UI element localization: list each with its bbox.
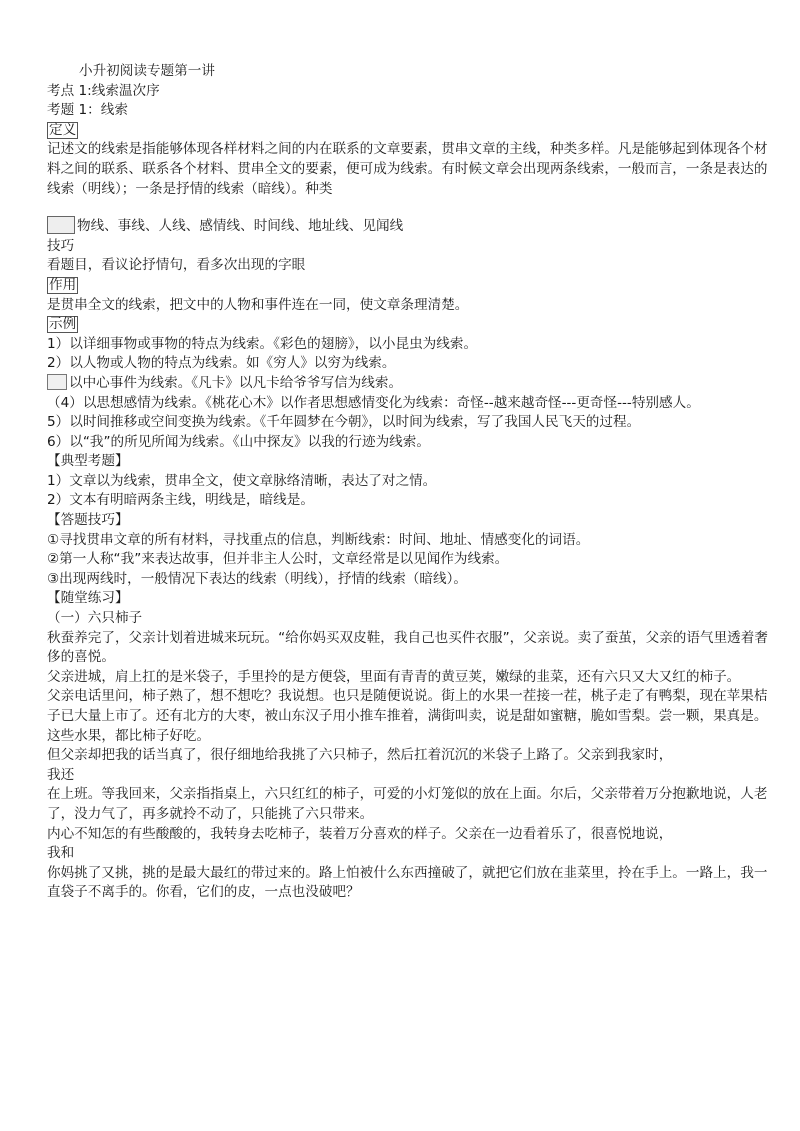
practice-header: 【随堂练习】 (47, 590, 129, 607)
story-paragraph: 父亲电话里问，柿子熟了，想不想吃？我说想。也只是随便说说。街上的水果一茬接一茬，桃子走了有鸭梨，现在苹果桔子已大量上市了。还有北方的大枣，被山东汉子用小推车推着，满街叫卖，说是甜如蜜糖，脆如雪梨。尝一颗，果真是。这些水果，都比柿子好吃。 (47, 688, 768, 744)
definition-paragraph: 记述文的线索是指能够体现各样材料之间的内在联系的文章要素，贯串文章的主线，种类多样。凡是能够起到体现各个材料之间的联系、联系各个材料、贯串全文的要素，便可成为线索。有时候文章会出现两条线索，一般而言，一条是表达的线索（明线）；一条是抒情的线索（暗线）。种类 (47, 141, 768, 197)
example-text: 以中心事件为线索。《凡卡》以凡卡给爷爷写信为线索。 (69, 374, 403, 391)
example-item: （4）以思想感情为线索。《桃花心木》以作者思想感情变化为线索：奇怪--越来越奇怪---更奇怪---特别感人。 (47, 394, 700, 411)
answer-header: 【答题技巧】 (47, 512, 129, 529)
answer-item: ②第一人称“我”来表达故事，但并非主人公时，文章经常是以见闻作为线索。 (47, 551, 509, 568)
typical-item: 1）文章以为线索，贯串全文，使文章脉络清晰，表达了对之情。 (47, 472, 437, 489)
story-paragraph: 你妈挑了又挑，挑的是最大最红的带过来的。路上怕被什么东西撞破了，就把它们放在韭菜里，拎在手上。一路上，我一直袋子不离手的。你看，它们的皮，一点也没破吧？ (47, 864, 768, 901)
kaoti-heading: 考题 1：线索 (47, 102, 128, 119)
label-definition: 定义 (49, 121, 77, 138)
story-paragraph: 但父亲却把我的话当真了，很仔细地给我挑了六只柿子，然后扛着沉沉的米袋子上路了。父亲到我家时， (47, 747, 673, 764)
types-text: 物线、事线、人线、感情线、时间线、地址线、见闻线 (77, 218, 404, 235)
answer-item: ①寻找贯串文章的所有材料，寻找重点的信息，判断线索：时间、地址、情感变化的词语。 (47, 531, 590, 548)
story-paragraph: 我和 (47, 845, 75, 862)
types-line (47, 216, 772, 237)
story-paragraph: 我还 (47, 766, 75, 783)
story-title: （一）六只柿子 (47, 610, 143, 627)
example-item: 2）以人物或人物的特点为线索。如《穷人》以穷为线索。 (47, 355, 396, 372)
example-item: 6）以“我”的所见所闻为线索。《山中探友》以我的行迹为线索。 (47, 433, 430, 450)
document-page (47, 62, 772, 903)
label-example: 示例 (49, 316, 77, 333)
skill-text: 看题目，看议论抒情句，看多次出现的字眼 (47, 257, 306, 274)
kaodian-heading: 考点 1:线索温次序 (47, 82, 160, 99)
example-item: 5）以时间推移或空间变换为线索。《千年圆梦在今朝》，以时间为线索，写了我国人民飞天的过程。 (47, 414, 641, 431)
typical-header: 【典型考题】 (47, 453, 129, 470)
doc-title: 小升初阅读专题第一讲 (79, 63, 215, 79)
label-function: 作用 (49, 276, 77, 293)
story-paragraph: 秋蚕养完了，父亲计划着进城来玩玩。“给你妈买双皮鞋，我自己也买件衣服”，父亲说。卖了蚕茧，父亲的语气里透着奢侈的喜悦。 (47, 629, 768, 666)
example-item: 1）以详细事物或事物的特点为线索。《彩色的翅膀》，以小昆虫为线索。 (47, 335, 478, 352)
story-paragraph: 内心不知怎的有些酸酸的，我转身去吃柿子，装着万分喜欢的样子。父亲在一边看着乐了，很喜悦地说， (47, 825, 673, 842)
story-paragraph: 在上班。等我回来，父亲指指桌上，六只红红的柿子，可爱的小灯笼似的放在上面。尔后，父亲带着万分抱歉地说，人老了，没力气了，再多就拎不动了，只能挑了六只带来。 (47, 786, 768, 822)
function-text: 是贯串全文的线索，把文中的人物和事件连在一同，使文章条理清楚。 (47, 296, 469, 313)
story-paragraph: 父亲进城，肩上扛的是米袋子，手里拎的是方便袋，里面有青青的黄豆荚，嫩绿的韭菜，还有六只又大又红的柿子。 (47, 668, 741, 685)
spacer (47, 199, 772, 216)
placeholder-box (47, 374, 67, 390)
typical-item: 2）文本有明暗两条主线，明线是，暗线是。 (47, 492, 314, 509)
label-skill: 技巧 (47, 237, 75, 254)
placeholder-box (47, 216, 75, 234)
example-item-3 (47, 374, 772, 394)
answer-item: ③出现两线时，一般情况下表达的线索（明线），抒情的线索（暗线）。 (47, 570, 467, 587)
